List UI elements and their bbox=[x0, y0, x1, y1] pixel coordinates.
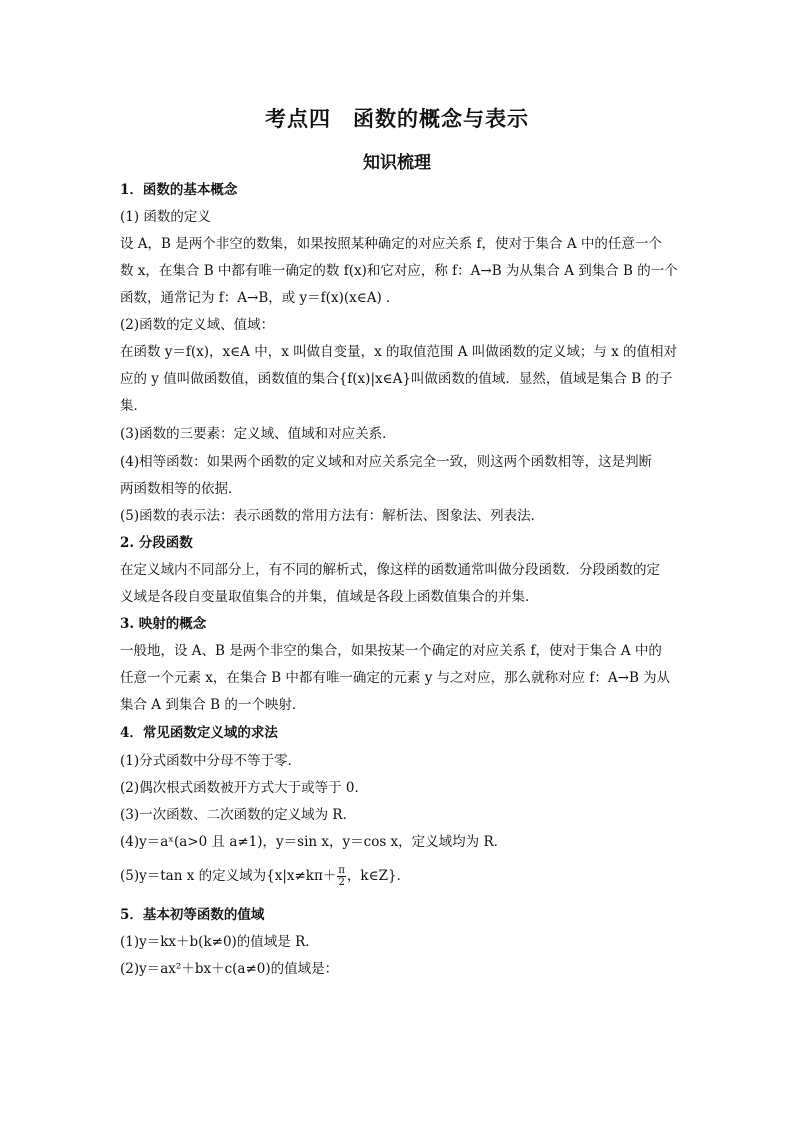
formula-line-tan bbox=[120, 863, 680, 889]
heading-5: 5．基本初等函数的值域 bbox=[120, 907, 265, 923]
fraction-numerator: π bbox=[338, 865, 345, 876]
fraction-pi-over-2 bbox=[337, 865, 346, 888]
paragraph-line: 设 A，B 是两个非空的数集，如果按照某种确定的对应关系 f，使对于集合 A 中的任意一个 bbox=[120, 236, 662, 252]
paragraph-line: 两函数相等的依据． bbox=[120, 481, 242, 497]
heading-2: 2. 分段函数 bbox=[120, 535, 193, 551]
paragraph-line: 在函数 y＝f(x)，x∈A 中，x 叫做自变量，x 的取值范围 A 叫做函数的定义域；与 x 的值相对 bbox=[120, 344, 678, 360]
paragraph-line: (1)y＝kx＋b(k≠0)的值域是 R． bbox=[120, 934, 319, 950]
paragraph-line: (2)偶次根式函数被开方式大于或等于 0． bbox=[120, 780, 369, 796]
paragraph-line: 集合 A 到集合 B 的一个映射． bbox=[120, 697, 306, 713]
heading-4: 4．常见函数定义域的求法 bbox=[120, 725, 278, 741]
paragraph-line: (3)一次函数、二次函数的定义域为 R． bbox=[120, 807, 357, 823]
fraction-denominator: 2 bbox=[338, 877, 345, 888]
heading-3: 3. 映射的概念 bbox=[120, 616, 207, 632]
subheading-domain-range: (2)函数的定义域、值域： bbox=[120, 317, 275, 333]
subheading-definition: (1) 函数的定义 bbox=[120, 209, 211, 225]
paragraph-line: (3)函数的三要素：定义域、值域和对应关系． bbox=[120, 426, 396, 442]
paragraph-line: (1)分式函数中分母不等于零． bbox=[120, 753, 302, 769]
section-subtitle: 知识梳理 bbox=[363, 153, 431, 173]
paragraph-line: (4)相等函数：如果两个函数的定义域和对应关系完全一致，则这两个函数相等，这是判断 bbox=[120, 454, 653, 470]
page-title: 考点四 函数的概念与表示 bbox=[265, 106, 529, 131]
formula-part: ，k∈Z}． bbox=[346, 868, 411, 884]
paragraph-line: 函数，通常记为 f：A→B，或 y＝f(x)(x∈A) ． bbox=[120, 290, 400, 306]
paragraph-line: (2)y＝ax²＋bx＋c(a≠0)的值域是： bbox=[120, 961, 339, 977]
formula-part: (5)y＝tan x 的定义域为{x|x≠kπ＋ bbox=[120, 868, 337, 884]
paragraph-line: 数 x，在集合 B 中都有唯一确定的数 f(x)和它对应，称 f：A→B 为从集合 A 到集合 B 的一个 bbox=[120, 263, 678, 279]
paragraph-line: 应的 y 值叫做函数值，函数值的集合{f(x)|x∈A}叫做函数的值域．显然，值域是集合 B 的子 bbox=[120, 371, 673, 387]
paragraph-line: (5)函数的表示法：表示函数的常用方法有：解析法、图象法、列表法． bbox=[120, 508, 545, 524]
paragraph-line: 在定义域内不同部分上，有不同的解析式，像这样的函数通常叫做分段函数．分段函数的定 bbox=[120, 562, 660, 578]
paragraph-line: (4)y＝aˣ(a>0 且 a≠1)，y＝sin x，y＝cos x，定义域均为 R． bbox=[120, 834, 508, 850]
paragraph-line: 义域是各段自变量取值集合的并集，值域是各段上函数值集合的并集． bbox=[120, 589, 539, 605]
paragraph-line: 一般地，设 A、B 是两个非空的集合，如果按某一个确定的对应关系 f，使对于集合 A 中的 bbox=[120, 643, 662, 659]
paragraph-line: 任意一个元素 x，在集合 B 中都有唯一确定的元素 y 与之对应，那么就称对应 f：A→B 为从 bbox=[120, 670, 671, 686]
heading-1: 1．函数的基本概念 bbox=[120, 182, 238, 198]
paragraph-line: 集． bbox=[120, 398, 147, 414]
